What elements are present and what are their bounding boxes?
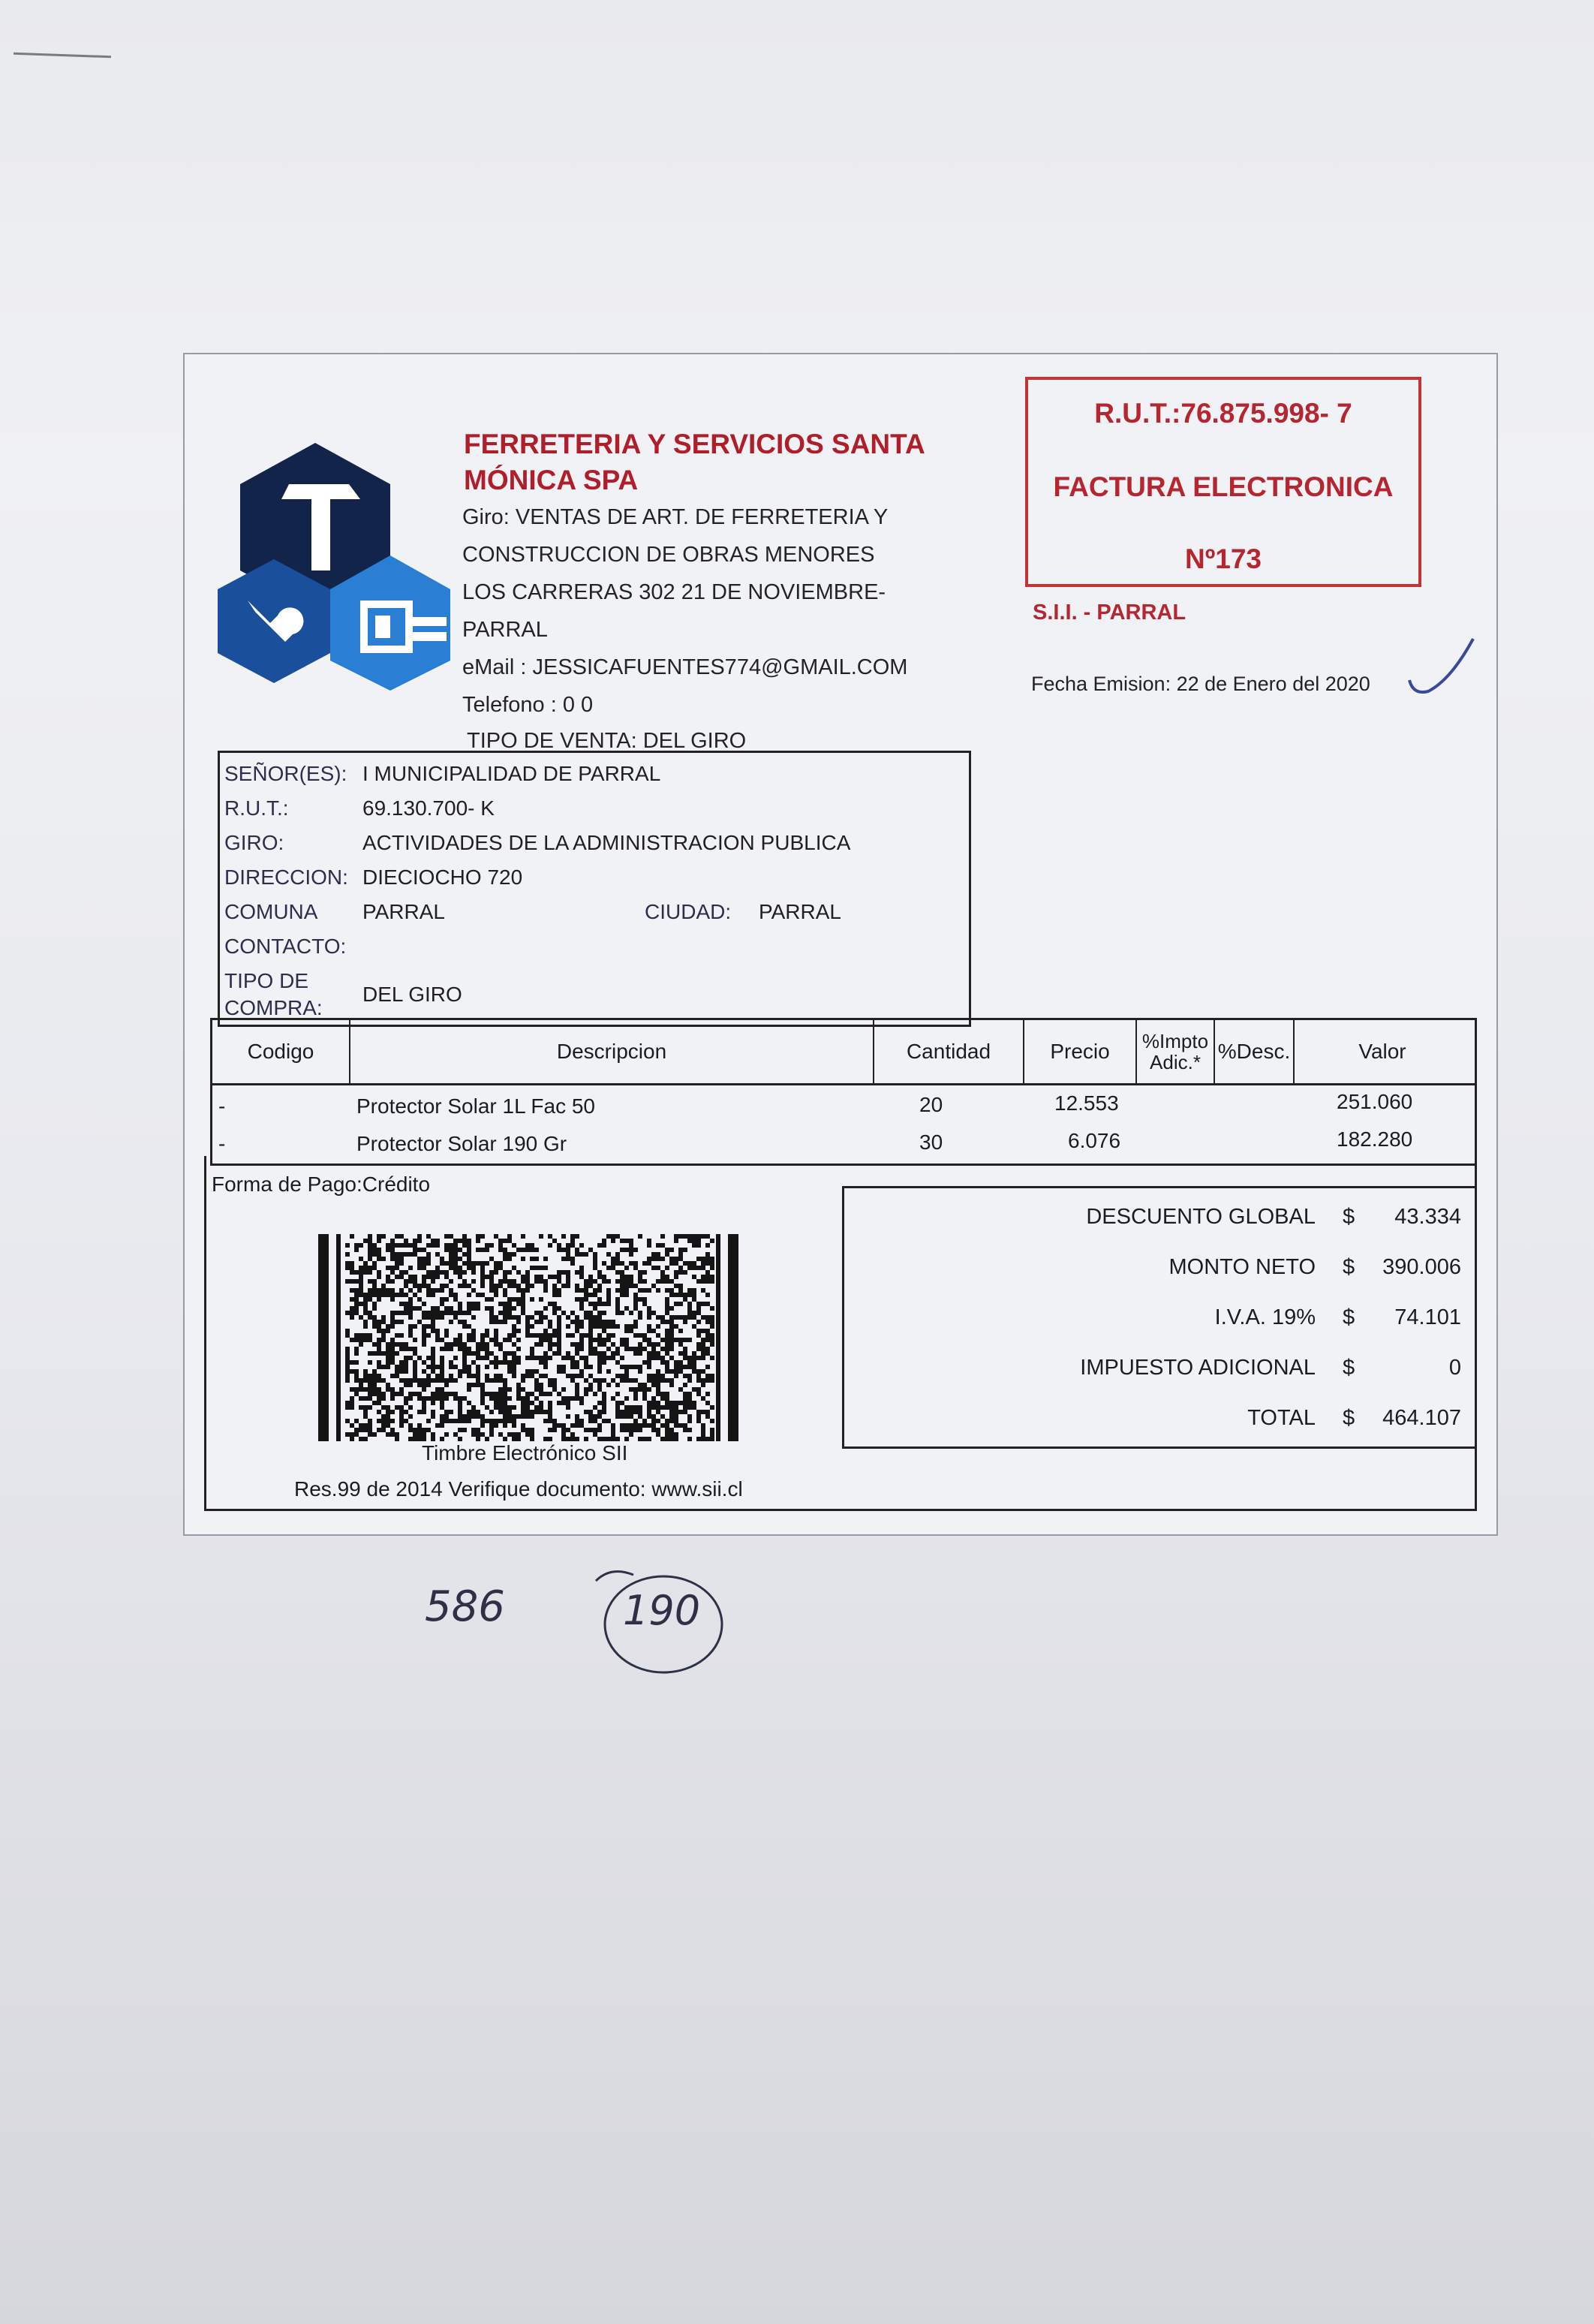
client-box bbox=[218, 751, 971, 1027]
client-tipo-compra: DEL GIRO bbox=[362, 983, 462, 1006]
total-value: 464.107 bbox=[1382, 1406, 1461, 1430]
company-giro-line-2: CONSTRUCCION DE OBRAS MENORES bbox=[462, 543, 875, 567]
total-value: 43.334 bbox=[1394, 1205, 1461, 1229]
currency-symbol: $ bbox=[1343, 1406, 1355, 1430]
total-row-descuento bbox=[844, 1205, 1475, 1235]
row-1-codigo: - bbox=[218, 1094, 226, 1118]
check-mark-icon bbox=[1402, 635, 1477, 703]
sii-office: S.I.I. - PARRAL bbox=[1033, 601, 1186, 625]
row-1-precio: 12.553 bbox=[1054, 1091, 1119, 1115]
total-value: 74.101 bbox=[1394, 1305, 1461, 1329]
company-giro-line-1: Giro: VENTAS DE ART. DE FERRETERIA Y bbox=[462, 505, 889, 529]
total-row-neto bbox=[844, 1255, 1475, 1285]
currency-symbol: $ bbox=[1343, 1305, 1355, 1329]
sii-resolution: Res.99 de 2014 Verifique documento: www.sii.cl bbox=[294, 1477, 743, 1501]
company-logo-icon bbox=[218, 443, 465, 691]
label-comuna: COMUNA bbox=[224, 900, 318, 923]
client-name: I MUNICIPALIDAD DE PARRAL bbox=[362, 762, 661, 785]
label-direccion: DIRECCION: bbox=[224, 865, 348, 889]
sale-type: TIPO DE VENTA: DEL GIRO bbox=[467, 729, 747, 753]
row-2-cantidad: 30 bbox=[919, 1130, 943, 1154]
handwritten-number: 586 bbox=[425, 1582, 505, 1631]
client-giro: ACTIVIDADES DE LA ADMINISTRACION PUBLICA bbox=[362, 831, 851, 854]
client-comuna: PARRAL bbox=[362, 900, 445, 923]
total-value: 0 bbox=[1448, 1356, 1461, 1380]
total-row-iva bbox=[844, 1305, 1475, 1335]
header-valor: Valor bbox=[1358, 1040, 1406, 1063]
row-1-descripcion: Protector Solar 1L Fac 50 bbox=[356, 1094, 596, 1118]
header-precio: Precio bbox=[1024, 1020, 1137, 1083]
document-type: FACTURA ELECTRONICA bbox=[1053, 471, 1394, 502]
total-label: MONTO NETO bbox=[1168, 1255, 1316, 1279]
label-rut: R.U.T.: bbox=[224, 796, 289, 820]
row-2-descripcion: Protector Solar 190 Gr bbox=[356, 1132, 567, 1155]
client-ciudad: PARRAL bbox=[759, 900, 841, 923]
label-contacto: CONTACTO: bbox=[224, 935, 347, 958]
label-ciudad: CIUDAD: bbox=[645, 900, 732, 923]
row-2-codigo: - bbox=[218, 1132, 226, 1155]
currency-symbol: $ bbox=[1343, 1255, 1355, 1279]
total-row-total bbox=[844, 1406, 1475, 1436]
totals-box bbox=[842, 1186, 1477, 1449]
label-senor: SEÑOR(ES): bbox=[224, 762, 347, 785]
pen-mark bbox=[14, 53, 111, 59]
document-number: Nº173 bbox=[1185, 543, 1262, 574]
company-address-line-2: PARRAL bbox=[462, 618, 548, 642]
total-label: TOTAL bbox=[1247, 1406, 1316, 1430]
client-rut: 69.130.700- K bbox=[362, 796, 495, 820]
issuer-rut: R.U.T.:76.875.998- 7 bbox=[1094, 398, 1352, 429]
header-cantidad: Cantidad bbox=[874, 1020, 1024, 1083]
currency-symbol: $ bbox=[1343, 1356, 1355, 1380]
header-impuesto-adicional: %Impto Adic.* bbox=[1137, 1020, 1215, 1083]
total-label: IMPUESTO ADICIONAL bbox=[1080, 1356, 1316, 1380]
total-row-impuesto-adicional bbox=[844, 1356, 1475, 1386]
company-phone: Telefono : 0 0 bbox=[462, 693, 594, 717]
electronic-stamp-barcode bbox=[318, 1234, 738, 1441]
total-label: DESCUENTO GLOBAL bbox=[1086, 1205, 1316, 1229]
handwritten-circled-number: 190 bbox=[623, 1587, 701, 1634]
row-2-precio: 6.076 bbox=[1068, 1129, 1121, 1152]
header-descuento: %Desc. bbox=[1215, 1020, 1295, 1083]
label-tipo-compra-2: COMPRA: bbox=[224, 996, 323, 1019]
company-name: FERRETERIA Y SERVICIOS SANTA MÓNICA SPA bbox=[464, 429, 925, 495]
row-1-cantidad: 20 bbox=[919, 1093, 943, 1116]
items-table-header bbox=[212, 1020, 1475, 1085]
header-descripcion: Descripcion bbox=[350, 1020, 874, 1083]
company-email: eMail : JESSICAFUENTES774@GMAIL.COM bbox=[462, 655, 908, 679]
items-table bbox=[210, 1018, 1477, 1166]
row-1-valor: 251.060 bbox=[1337, 1090, 1413, 1113]
issue-date: Fecha Emision: 22 de Enero del 2020 bbox=[1031, 673, 1370, 695]
total-value: 390.006 bbox=[1382, 1255, 1461, 1279]
payment-method: Forma de Pago:Crédito bbox=[212, 1173, 431, 1196]
label-giro: GIRO: bbox=[224, 831, 284, 854]
client-direccion: DIECIOCHO 720 bbox=[362, 865, 523, 889]
document-id-box bbox=[1025, 377, 1421, 587]
total-label: I.V.A. 19% bbox=[1214, 1305, 1316, 1329]
currency-symbol: $ bbox=[1343, 1205, 1355, 1229]
items-table-body bbox=[212, 1085, 1475, 1164]
electronic-stamp-caption: Timbre Electrónico SII bbox=[422, 1441, 628, 1465]
label-tipo-compra-1: TIPO DE bbox=[224, 969, 309, 992]
row-2-valor: 182.280 bbox=[1337, 1127, 1413, 1151]
company-address-line-1: LOS CARRERAS 302 21 DE NOVIEMBRE- bbox=[462, 580, 886, 604]
header-codigo: Codigo bbox=[212, 1020, 350, 1083]
